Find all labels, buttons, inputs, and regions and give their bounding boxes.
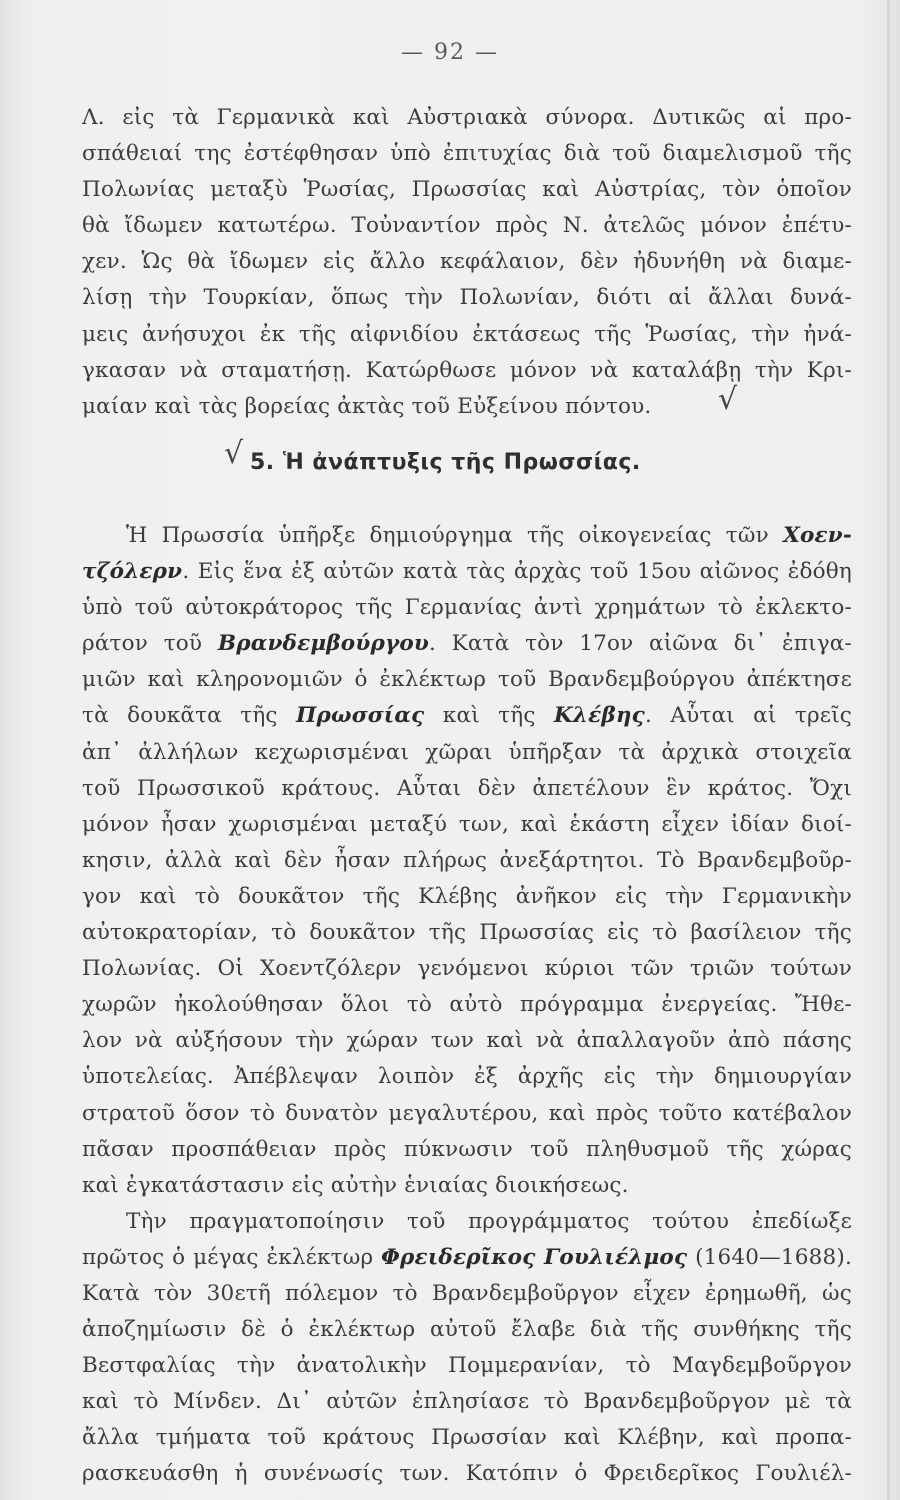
text-line: μαίαν καὶ τὰς βορείας ἀκτὰς τοῦ Εὐξείνου πόντου. [82,393,652,419]
text-line [82,987,852,1023]
text-line [82,1096,852,1132]
emphasized-name: Χοεν- [783,523,852,548]
text-run: τοῦ Πρωσσικοῦ κράτους. Αὗται δὲν ἀπετέλουν ἓν κράτος. Ὄχι [82,775,852,801]
paragraph-2 [82,518,852,1493]
page-edge-shadow [887,0,890,1500]
text-line [82,518,852,554]
text-line [82,1384,852,1420]
text-run: ράτον τοῦ [82,631,218,657]
emphasized-name: τζόλερν [82,559,183,585]
page-number: — 92 — [401,40,499,65]
text-run: Πολωνίας. Οἱ Χοεντζόλερν γενόμενοι κύριοι τῶν τριῶν τούτων [82,956,852,982]
text-line [82,662,852,698]
text-run: . Αὗται αἱ τρεῖς [644,703,852,729]
text-line [82,915,852,951]
text-run: Κατὰ τὸν 30ετῆ πόλεμον τὸ Βρανδεμβοῦργον εἶχεν ἐρημωθῆ, ὡς [82,1280,852,1306]
handwritten-check-mark: √ [718,382,738,417]
text-line [82,843,852,879]
text-line [82,1456,852,1492]
text-run: καὶ ἐγκατάστασιν εἰς αὐτὴν ἑνιαίας διοικήσεως. [82,1172,629,1198]
text-run: . Εἰς ἕνα ἐξ αὐτῶν κατὰ τὰς ἀρχὰς τοῦ 15ου αἰῶνος ἐδόθη [182,559,852,585]
text-run: γον καὶ τὸ δουκᾶτον τῆς Κλέβης ἀνῆκον εἰς τὴν Γερμανικὴν [82,883,852,909]
text-run: Τὴν πραγματοποίησιν τοῦ προγράμματος τούτου ἐπεδίωξε [126,1208,852,1234]
emphasized-name: Βρανδεμβούργου [217,631,429,657]
text-line: χεν. Ὡς θὰ ἴδωμεν εἰς ἄλλο κεφάλαιον, δὲν ἠδυνήθη νὰ διαμε- [82,249,852,275]
text-line [82,1420,852,1456]
text-line [82,626,852,662]
text-line [82,698,852,734]
text-line: Λ. εἰς τὰ Γερμανικὰ καὶ Αὐστριακὰ σύνορα. Δυτικῶς αἱ προ- [82,105,852,130]
text-run: Βεστφαλίας τὴν ἀνατολικὴν Πομμερανίαν, τὸ Μαγδεμβοῦργον [82,1353,852,1379]
text-line [82,735,852,771]
text-line [82,1240,852,1276]
text-line [82,951,852,987]
text-line [82,1348,852,1384]
text-run: ὑπὸ τοῦ αὐτοκράτορος τῆς Γερμανίας ἀντὶ χρημάτων τὸ ἐκλεκτο- [82,595,852,621]
text-run: λον νὰ αὐξήσουν τὴν χώραν των καὶ νὰ ἀπαλλαγοῦν ἀπὸ πάσης [82,1028,852,1054]
text-line: μεις ἀνήσυχοι ἐκ τῆς αἰφνιδίου ἐκτάσεως τῆς Ῥωσίας, τὴν ἠνά- [82,321,852,347]
text-run: χωρῶν ἠκολούθησαν ὅλοι τὸ αὐτὸ πρόγραμμα ἐνεργείας. Ἤθε- [82,992,852,1018]
text-line [82,1276,852,1312]
text-line: Πολωνίας μεταξὺ Ῥωσίας, Πρωσσίας καὶ Αὐστρίας, τὸν ὁποῖον [82,177,852,203]
emphasized-name: Φρειδερῖκος Γουλιέλμος [381,1244,688,1270]
text-run: τὰ δουκᾶτα τῆς [82,703,297,729]
text-run: ἄλλα τμήματα τοῦ κράτους Πρωσσίαν καὶ Κλέβην, καὶ προπα- [82,1425,852,1451]
text-run: μιῶν καὶ κληρονομιῶν ὁ ἐκλέκτωρ τοῦ Βρανδεμβούργου ἀπέκτησε [82,667,852,693]
text-line [82,1023,852,1059]
text-run: μόνον ἦσαν χωρισμέναι μεταξύ των, καὶ ἑκάστη εἶχεν ἰδίαν διοί- [82,811,852,837]
text-line [82,554,852,590]
paragraph-1 [82,100,852,425]
emphasized-name: Πρωσσίας [296,703,425,729]
text-line [82,771,852,807]
text-line [82,1132,852,1168]
text-line [82,590,852,626]
text-run: . Κατὰ τὸν 17ον αἰῶνα δι᾿ ἐπιγα- [429,631,852,657]
handwritten-check-mark: √ [224,436,244,471]
text-run: Ἡ Πρωσσία ὑπῆρξε δημιούργημα τῆς οἰκογενείας τῶν [126,523,784,548]
text-run: πρῶτος ὁ μέγας ἐκλέκτωρ [82,1244,382,1270]
emphasized-name: Κλέβης [553,703,645,729]
text-run: στρατοῦ ὅσον τὸ δυνατὸν μεγαλυτέρου, καὶ πρὸς τοῦτο κατέβαλον [82,1100,852,1126]
text-run: ρασκευάσθη ἡ συνένωσίς των. Κατόπιν ὁ Φρειδερῖκος Γουλιέλ- [82,1461,852,1487]
text-run: κησιν, ἀλλὰ καὶ δὲν ἦσαν πλήρως ἀνεξάρτητοι. Τὸ Βρανδεμβοῦρ- [82,847,852,873]
text-line: λίσῃ τὴν Τουρκίαν, ὅπως τὴν Πολωνίαν, διότι αἱ ἄλλαι δυνά- [82,285,852,311]
text-line [82,1059,852,1095]
text-run: καὶ τὸ Μίνδεν. Δι᾿ αὐτῶν ἐπλησίασε τὸ Βρανδεμβοῦργον μὲ τὰ [82,1389,852,1415]
text-line [82,807,852,843]
text-run: ἀποζημίωσιν δὲ ὁ ἐκλέκτωρ αὐτοῦ ἔλαβε διὰ τῆς συνθήκης τῆς [82,1317,852,1343]
text-line: γκασαν νὰ σταματήσῃ. Κατώρθωσε μόνον νὰ καταλάβῃ τὴν Κρι- [82,357,852,383]
text-run: καὶ τῆς [424,703,554,729]
section-heading: 5. Ἡ ἀνάπτυξις τῆς Πρωσσίας. [250,450,641,475]
text-run: (1640—1688). [687,1244,852,1270]
text-line [82,879,852,915]
text-run: ἀπ᾿ ἀλλήλων κεχωρισμέναι χῶραι ὑπῆρξαν τὰ ἀρχικὰ στοιχεῖα [82,739,852,765]
text-line [82,1204,852,1240]
text-run: ὑποτελείας. Ἀπέβλεψαν λοιπὸν ἐξ ἀρχῆς εἰς τὴν δημιουργίαν [82,1064,852,1090]
text-line [82,1312,852,1348]
text-run: αὐτοκρατορίαν, τὸ δουκᾶτον τῆς Πρωσσίας εἰς τὸ βασίλειον τῆς [82,920,852,946]
text-line: σπάθειαί της ἐστέφθησαν ὑπὸ ἐπιτυχίας διὰ τοῦ διαμελισμοῦ τῆς [82,141,852,167]
text-line [82,1168,852,1204]
text-run: πᾶσαν προσπάθειαν πρὸς πύκνωσιν τοῦ πληθυσμοῦ τῆς χώρας [82,1136,852,1162]
text-line: θὰ ἴδωμεν κατωτέρω. Τοὐναντίον πρὸς Ν. ἀτελῶς μόνον ἐπέτυ- [82,213,852,239]
